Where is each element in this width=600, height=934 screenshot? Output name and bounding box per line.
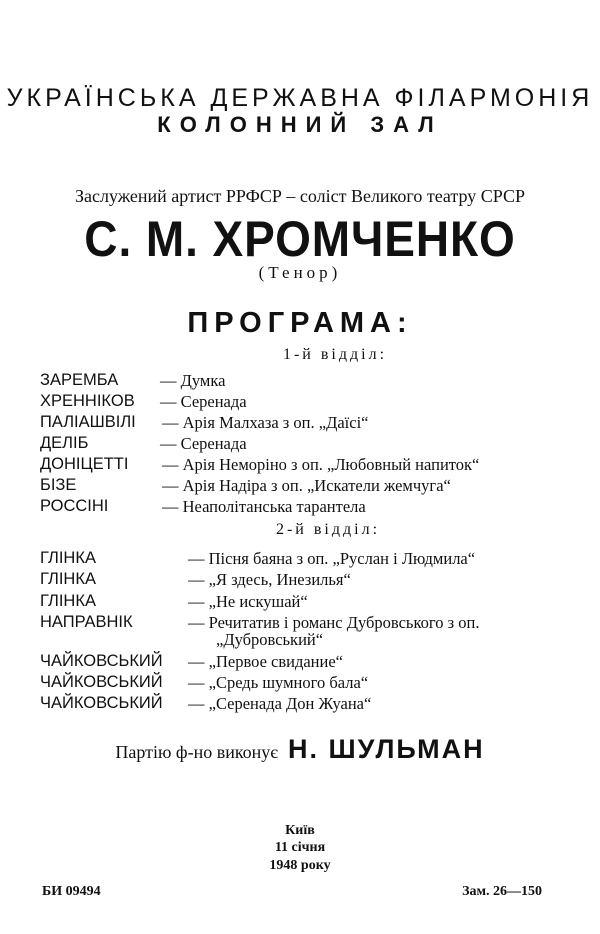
performer-voice: (Тенор)	[258, 263, 342, 282]
composer-name: ГЛІНКА	[40, 549, 96, 567]
work-title: — „Я здесь, Инезилья“	[188, 570, 351, 589]
work-title: — Арія Надіра з оп. „Искатели жемчуга“	[162, 476, 451, 495]
composer-name: ГЛІНКА	[40, 570, 96, 588]
footer-city: Київ	[285, 823, 315, 838]
composer-name: БІЗЕ	[40, 476, 77, 494]
composer-name: ПАЛІАШВІЛІ	[40, 413, 136, 431]
pianist-name: Н. ШУЛЬМАН	[288, 734, 485, 764]
composer-name: ДОНІЦЕТТІ	[40, 455, 129, 473]
composer-name: ЗАРЕМБА	[40, 371, 119, 389]
performer-name: С. М. ХРОМЧЕНКО	[84, 211, 516, 267]
hall-title: КОЛОННИЙ ЗАЛ	[157, 112, 443, 137]
work-title: — Серенада	[160, 434, 247, 453]
order-number: Зам. 26—150	[462, 884, 542, 899]
part-2-label: 2-й відділ:	[275, 521, 381, 538]
performer-honor: Заслужений артист РРФСР – соліст Великого театру СРСР	[74, 186, 526, 206]
footer-date: 11 січня	[274, 840, 326, 855]
work-title: — Пісня баяна з оп. „Руслан і Людмила“	[188, 549, 476, 568]
composer-name: ГЛІНКА	[40, 592, 96, 610]
composer-name: НАПРАВНІК	[40, 613, 133, 631]
composer-name: ЧАЙКОВСЬКИЙ	[40, 652, 163, 670]
work-title: — Неаполітанська тарантела	[162, 497, 366, 516]
print-code: БИ 09494	[42, 884, 101, 899]
work-title: — „Серенада Дон Жуана“	[188, 694, 372, 713]
work-title: — „Первое свидание“	[188, 652, 343, 671]
work-title: — Арія Неморіно з оп. „Любовный напиток“	[162, 455, 480, 474]
footer-year: 1948 року	[269, 858, 331, 873]
composer-name: ЧАЙКОВСЬКИЙ	[40, 694, 163, 712]
work-title: — Речитатив і романс Дубровського з оп.	[188, 613, 480, 632]
work-title: — Серенада	[160, 392, 247, 411]
part-1-label: 1-й відділ:	[282, 346, 388, 363]
composer-name: ЧАЙКОВСЬКИЙ	[40, 673, 163, 691]
composer-name: ДЕЛІБ	[40, 434, 89, 452]
program-title: ПРОГРАМА:	[187, 307, 413, 339]
pianist-line	[0, 734, 600, 765]
composer-name: ХРЕННІКОВ	[40, 392, 135, 410]
work-title: — „Не искушай“	[188, 592, 308, 611]
work-title: — „Средь шумного бала“	[188, 673, 369, 692]
work-title: — Арія Малхаза з оп. „Даїсі“	[162, 413, 369, 432]
pianist-label: Партію ф-но виконує	[115, 742, 279, 762]
work-title: — Думка	[160, 371, 226, 390]
organization-title: УКРАЇНСЬКА ДЕРЖАВНА ФІЛАРМОНІЯ	[6, 84, 594, 112]
composer-name: РОССІНІ	[40, 497, 109, 515]
work-title-continuation: „Дубровський“	[216, 630, 324, 649]
